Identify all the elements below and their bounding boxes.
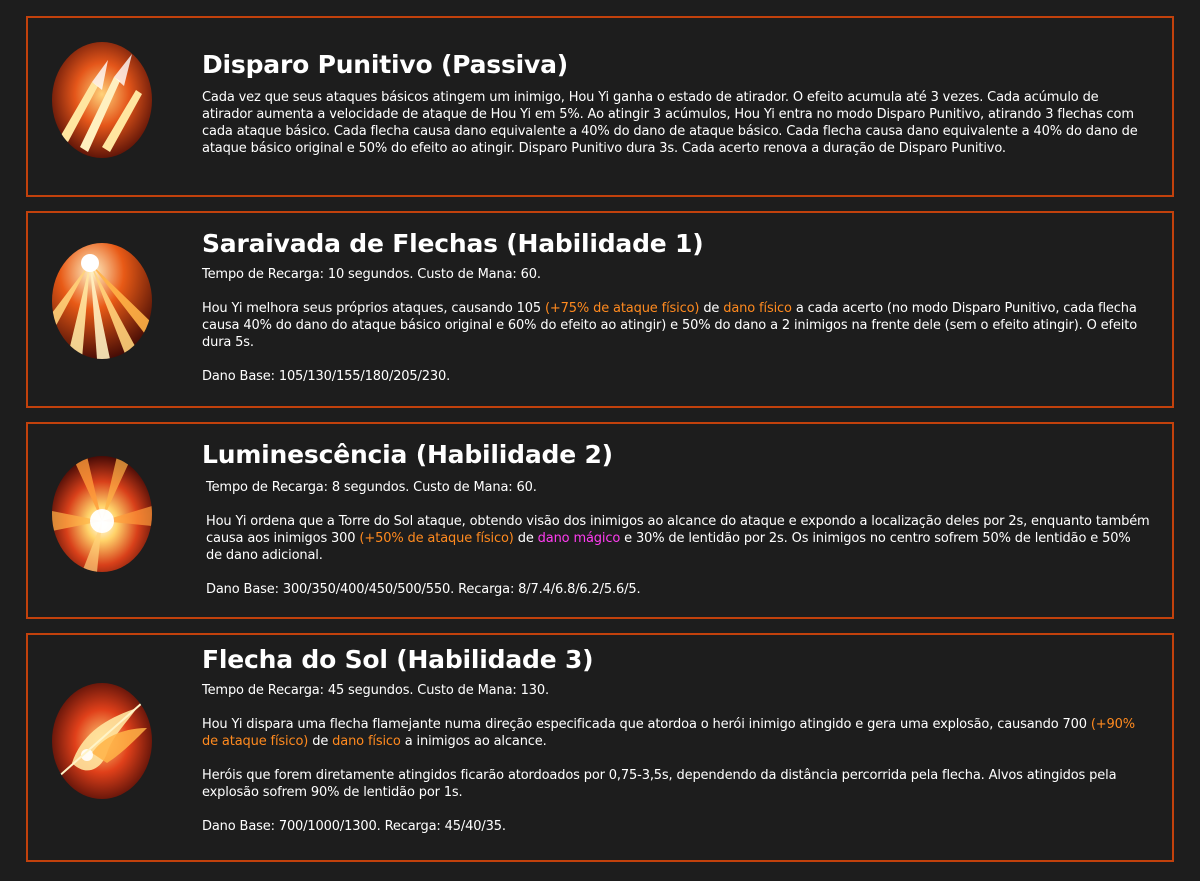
skill-base-damage: Dano Base: 300/350/400/450/500/550. Recarga: 8/7.4/6.8/6.2/5.6/5. [206, 582, 641, 597]
skill-extra-description: Heróis que forem diretamente atingidos ficarão atordoados por 0,75-3,5s, dependendo da distância percorrida pela flecha. Alvos atingidos pela explosão sofrem 90% de lentidão por 1s. [202, 768, 1117, 800]
skill-cooldown: Tempo de Recarga: 8 segundos. Custo de Mana: 60. [206, 480, 537, 495]
desc-text: de [513, 531, 538, 546]
skill-card-passive [26, 16, 1174, 197]
physical-scaling: (+50% de ataque físico) [359, 531, 514, 546]
desc-text: a cada acerto (no modo Disparo Punitivo, cada flecha causa 40% do dano do ataque básico original e 60% do efeito ao atingir) e 50% do dano a 2 inimigos na frente dele (sem o efeito atingir). O efeito dura 5s. [202, 301, 1137, 350]
skill-title: Flecha do Sol (Habilidade 3) [202, 645, 594, 674]
arrow-rain-icon [52, 243, 152, 359]
sun-burst-icon [52, 456, 152, 572]
desc-text: Hou Yi melhora seus próprios ataques, causando 105 [202, 301, 546, 316]
skill-cooldown: Tempo de Recarga: 45 segundos. Custo de Mana: 130. [202, 683, 549, 698]
damage-type-physical: dano físico [723, 301, 792, 316]
skill-card-3 [26, 633, 1174, 862]
desc-text: de [699, 301, 724, 316]
skill-description: Cada vez que seus ataques básicos atingem um inimigo, Hou Yi ganha o estado de atirador. O efeito acumula até 3 vezes. Cada acúmulo de atirador aumenta a velocidade de ataque de Hou Yi em 5%. Ao atingir 3 acúmulos, Hou Yi entra no modo Disparo Punitivo, atirando 3 flechas com cada ataque básico. Cada flecha causa dano equivalente a 40% do dano de ataque básico. Cada flecha causa dano equivalente a 40% do dano de ataque básico original e 50% do efeito ao atingir. Disparo Punitivo dura 3s. Cada acerto renova a duração de Disparo Punitivo. [202, 90, 1138, 156]
skill-card-2 [26, 422, 1174, 619]
desc-text: Hou Yi ordena que a Torre do Sol ataque, obtendo visão dos inimigos ao alcance do ataque e expondo a localização deles por 2s, enquanto também causa aos inimigos 300 [206, 514, 1150, 546]
skill-base-damage: Dano Base: 105/130/155/180/205/230. [202, 369, 451, 384]
desc-text: e 30% de lentidão por 2s. Os inimigos no centro sofrem 50% de lentidão e 50% de dano adicional. [206, 531, 1131, 563]
skill-description [202, 300, 1150, 351]
skill-description [206, 513, 1150, 564]
skill-title: Saraivada de Flechas (Habilidade 1) [202, 229, 704, 258]
desc-text: de [308, 734, 333, 749]
skill-title: Luminescência (Habilidade 2) [202, 440, 613, 469]
damage-type-physical: dano físico [332, 734, 401, 749]
skill-description [202, 716, 1150, 750]
damage-type-magic: dano mágico [537, 531, 621, 546]
skill-cooldown: Tempo de Recarga: 10 segundos. Custo de Mana: 60. [202, 267, 541, 282]
physical-scaling: (+75% de ataque físico) [545, 301, 700, 316]
phoenix-arrow-icon [52, 683, 152, 799]
skill-title: Disparo Punitivo (Passiva) [202, 50, 569, 79]
desc-text: Hou Yi dispara uma flecha flamejante numa direção especificada que atordoa o herói inimigo atingido e gera uma explosão, causando 700 [202, 717, 1091, 732]
desc-text: a inimigos ao alcance. [400, 734, 547, 749]
physical-scaling: (+90% de ataque físico) [202, 717, 1135, 749]
skill-card-1 [26, 211, 1174, 408]
arrows-volley-icon [52, 42, 152, 158]
skill-base-damage: Dano Base: 700/1000/1300. Recarga: 45/40/35. [202, 819, 506, 834]
